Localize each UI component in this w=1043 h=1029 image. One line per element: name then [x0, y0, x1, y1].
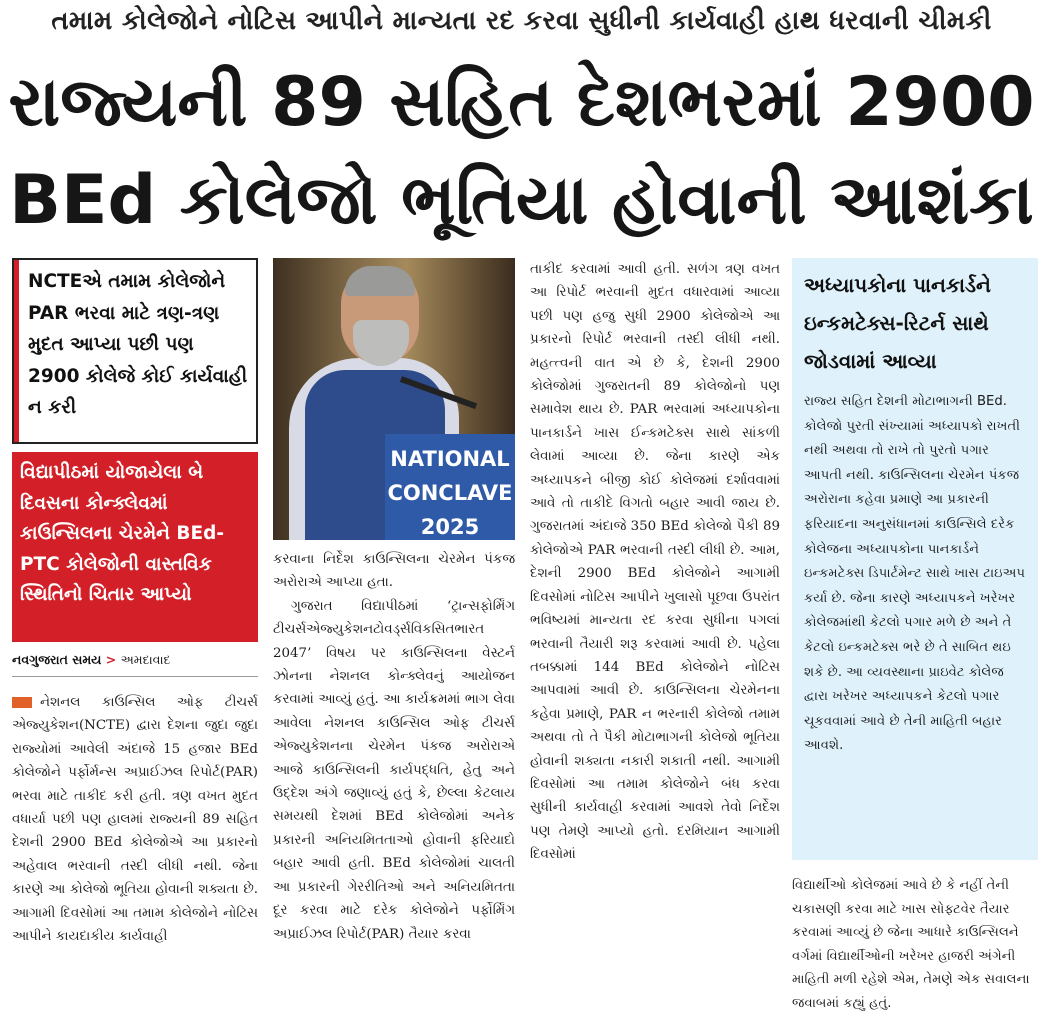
headline-line-1: રાજ્યની 89 સહિત દેશભરમાં 2900	[8, 63, 1035, 142]
byline-source: નવગુજરાત સમય	[12, 652, 102, 667]
podium-sign	[385, 434, 515, 540]
column-2	[273, 258, 515, 946]
column-3	[530, 258, 780, 867]
sidebar-body: રાજ્ય સહિત દેશની મોટાભાગની BEd. કોલેજો પુરતી સંખ્યામાં અધ્યાપકો રાખતી નથી અથવા તો રાખે તો પુરતો પગાર આપતી નથી. કાઉન્સિલના ચેરમેન પંકજ અરોરાના કહેવા પ્રમાણે આ પ્રકારની ફરિયાદના અનુસંધાનમાં કાઉન્સિલે દરેક કોલેજના અધ્યાપકોના પાનકાર્ડને ઇન્કમટેક્સ ડિપાર્ટમેન્ટ સાથે ખાસ ટાઇઅપ કર્યા છે. જેના કારણે અધ્યાપકને ખરેખર કોલેજમાંથી કેટલો પગાર મળે છે અને તે કેટલો ઇન્કમટેક્સ ભરે છે તે સાબિત થઇ શકે છે. આ વ્યવસ્થાના પ્રાઇવેટ કોલેજ દ્વારા ખરેખર અધ્યાપકને કેટલો પગાર ચૂકવવામાં આવે છે તેની માહિતી બહાર આવશે.	[804, 394, 1026, 754]
highlight-box: NCTEએ તમામ કોલેજોને PAR ભરવા માટે ત્રણ-ત્રણ મુદત આપ્યા પછી પણ 2900 કોલેજે કોઈ કાર્યવાહી ન કરી	[12, 258, 258, 444]
speaker-photo	[273, 258, 515, 540]
sidebar-title: અધ્યાપકોના પાનકાર્ડને ઇન્કમટેક્સ-રિટર્ન સાથે જોડવામાં આવ્યા	[804, 273, 991, 373]
column-4	[792, 258, 1038, 1016]
column-1	[12, 258, 258, 948]
byline-arrow: >	[105, 652, 117, 667]
byline	[12, 652, 258, 677]
column-2-text	[273, 548, 515, 946]
byline-place: અમદાવાદ	[120, 652, 171, 667]
podium-line-2: CONCLAVE	[387, 481, 513, 505]
column-3-text	[530, 258, 780, 867]
column-2-paragraph-2: ગુજરાત વિદ્યાપીઠમાં ‘ટ્રાન્સફોર્મિંગ ટીચર્સએજ્યુકેશનટોવર્ડ્સવિકસિતભારત 2047’ વિષય પર કાઉન્સિલના વેસ્ટર્ન ઝોનના નેશનલ કોન્ક્લેવનું આયોજન કરવામાં આવ્યું હતું. આ કાર્યક્રમમાં ભાગ લેવા આવેલા નેશનલ કાઉન્સિલ ઓફ ટીચર્સ એજ્યુકેશનના ચેરમેન પંકજ અરોરાએ આજે કાઉન્સિલની કાર્યપદ્ધતિ, હેતુ અને ઉદ્દેશ અંગે જણાવ્યું હતું કે, છેલ્લા કેટલાય સમયથી દેશમાં BEd કોલેજોમાં અનેક પ્રકારની અનિયમિતતાઓ હોવાની ફરિયાદો બહાર આવી હતી. BEd કોલેજોમાં ચાલતી આ પ્રકારની ગેરરીતિઓ અને અનિયમિતતા દૂર કરવા માટે દરેક કોલેજોને પર્ફોર્મિંગ અપ્રાઈઝલ રિપોર્ટ(PAR) તૈયાર કરવા	[273, 598, 515, 942]
column-3-paragraph: તાકીદ કરવામાં આવી હતી. સળંગ ત્રણ વખત આ રિપોર્ટ ભરવાની મુદત વધારવામાં આવ્યા પછી પણ હજુ સુધી 2900 કોલેજોએ આ પ્રકારનો રિપોર્ટ ભરવાની તસ્દી લીધી નથી. મહત્ત્વની વાત એ છે કે, દેશની 2900 કોલેજોમાં ગુજરાતની 89 કોલેજોનો પણ સમાવેશ થાય છે. PAR ભરવામાં અધ્યાપકોના પાનકાર્ડને ખાસ ઈન્કમટેક્સ સાથે સાંકળી લેવામાં આવ્યા છે. જેના કારણે એક અધ્યાપકને બીજી કોઈ કોલેજમાં દર્શાવવામાં આવે તો તાકીદે વિગતો બહાર આવી જાય છે. ગુજરાતમાં અંદાજે 350 BEd કોલેજો પૈકી 89 કોલેજોએ PAR ભરવાની તસ્દી લીધી છે. આમ, દેશની 2900 BEd કોલેજોને આગામી દિવસોમાં નોટિસ આપીને ખુલાસો પૂછવા ઉપરાંત ભવિષ્યમાં માન્યતા રદ કરવા સુધીના પગલાં ભરવાની તૈયારી શરૂ કરવામાં આવી છે. પહેલા તબક્કામાં 144 BEd કોલેજોને નોટિસ આપવામાં આવી છે. કાઉન્સિલના ચેરમેનના કહેવા પ્રમાણે, PAR ન ભરનારી કોલેજો તમામ અથવા તો તે પૈકી મોટાભાગની કોલેજો ભૂતિયા હોવાની શક્યતા નકારી શકાતી નથી. આગામી દિવસોમાં આ તમામ કોલેજોને બંધ કરવા સુધીની કાર્યવાહી કરવામાં આવશે તેવો નિર્દેશ પણ તેમણે આપ્યો હતો. દરમિયાન આગામી દિવસોમાં	[530, 262, 780, 863]
podium-line-3: 2025	[420, 515, 480, 539]
red-summary-box: વિદ્યાપીઠમાં યોજાયેલા બે દિવસના કોન્ક્લેવમાં કાઉન્સિલના ચેરમેને BEd-PTC કોલેજોની વાસ્તવિક સ્થિતિનો ચિતાર આપ્યો	[12, 452, 258, 642]
photo-hair	[345, 266, 415, 296]
podium-line-1: NATIONAL	[390, 447, 510, 471]
bullet-square-icon	[12, 697, 32, 708]
column-2-paragraph-1: કરવાના નિર્દેશ કાઉન્સિલના ચેરમેન પંકજ અરોરાએ આપ્યા હતા.	[273, 552, 515, 591]
column-1-paragraph: નેશનલ કાઉન્સિલ ઓફ ટીચર્સ એજ્યુકેશન(NCTE) દ્વારા દેશના જુદા જુદા રાજ્યોમાં આવેલી અંદાજે 15 હજાર BEd કોલેજોને પર્ફોર્મન્સ અપ્રાઈઝલ રિપોર્ટ(PAR) ભરવા માટે તાકીદ કરી હતી. ત્રણ વખત મુદત વધાર્યા પછી પણ હાલમાં રાજ્યની 89 સહિત દેશની 2900 BEd કોલેજોએ આ પ્રકારનો અહેવાલ ભરવાની તસ્દી લીધી નથી. જેના કારણે આ કોલેજો ભૂતિયા હોવાની શક્યતા છે. આગામી દિવસોમાં આ તમામ કોલેજોને નોટિસ આપીને કાયદાકીય કાર્યવાહી	[12, 695, 258, 945]
column-1-text	[12, 691, 258, 948]
kicker: તમામ કોલેજોને નોટિસ આપીને માન્યતા રદ કરવા સુધીની કાર્યવાહી હાથ ધરવાની ચીમકી	[51, 6, 992, 36]
sidebar-box	[792, 258, 1038, 860]
column-4-text: વિદ્યાર્થીઓ કોલેજમાં આવે છે કે નહીં તેની ચકાસણી કરવા માટે ખાસ સોફ્ટવેર તૈયાર કરવામાં આવ્યું છે જેના આધારે કાઉન્સિલને વર્ગમાં વિદ્યાર્થીઓની ખરેખર હાજરી અંગેની માહિતી મળી રહેશે એમ, તેમણે એક સવાલના જવાબમાં કહ્યું હતું.	[792, 878, 1030, 1011]
headline-line-2: BEd કોલેજો ભૂતિયા હોવાની આશંકા	[9, 161, 1034, 240]
